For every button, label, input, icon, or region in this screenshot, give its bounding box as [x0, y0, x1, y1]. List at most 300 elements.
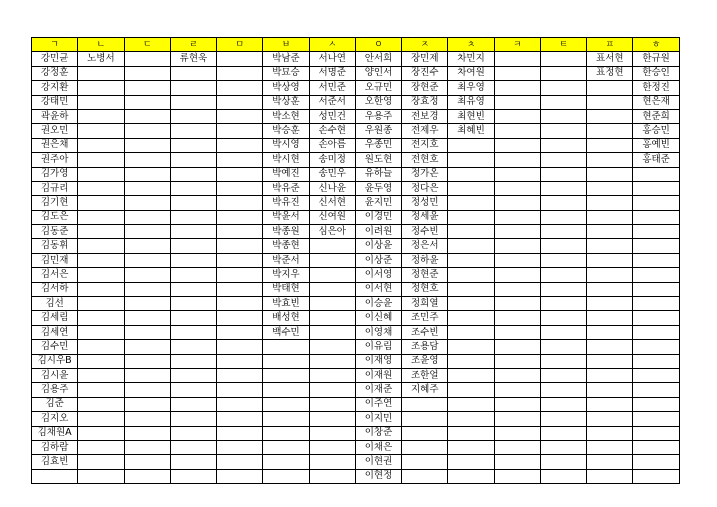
column-header[interactable]: ㄴ — [78, 38, 124, 52]
table-cell[interactable] — [124, 340, 170, 354]
table-cell[interactable] — [217, 455, 263, 469]
table-cell[interactable] — [170, 455, 216, 469]
table-cell[interactable] — [633, 196, 679, 210]
table-cell[interactable] — [217, 426, 263, 440]
table-cell[interactable] — [124, 311, 170, 325]
table-cell[interactable]: 심은아 — [309, 225, 355, 239]
table-cell[interactable]: 박유진 — [263, 196, 309, 210]
table-cell[interactable] — [540, 138, 586, 152]
table-cell[interactable] — [402, 412, 448, 426]
table-cell[interactable] — [633, 210, 679, 224]
table-cell[interactable] — [217, 397, 263, 411]
table-cell[interactable] — [170, 469, 216, 483]
table-cell[interactable] — [587, 225, 633, 239]
table-cell[interactable]: 신여원 — [309, 210, 355, 224]
table-cell[interactable]: 우원종 — [355, 124, 401, 138]
table-cell[interactable] — [217, 297, 263, 311]
table-cell[interactable]: 윤두영 — [355, 181, 401, 195]
table-cell[interactable] — [78, 383, 124, 397]
table-cell[interactable] — [170, 225, 216, 239]
table-cell[interactable] — [78, 368, 124, 382]
table-cell[interactable]: 강민균 — [32, 52, 78, 66]
table-cell[interactable]: 박종원 — [263, 225, 309, 239]
table-cell[interactable]: 장민제 — [402, 52, 448, 66]
table-cell[interactable] — [540, 181, 586, 195]
table-cell[interactable] — [587, 153, 633, 167]
table-cell[interactable] — [170, 426, 216, 440]
table-cell[interactable] — [78, 455, 124, 469]
table-cell[interactable]: 한정진 — [633, 81, 679, 95]
table-cell[interactable] — [494, 440, 540, 454]
table-cell[interactable]: 권오민 — [32, 124, 78, 138]
table-cell[interactable]: 서나연 — [309, 52, 355, 66]
table-cell[interactable] — [124, 95, 170, 109]
table-cell[interactable] — [217, 268, 263, 282]
table-cell[interactable]: 이상준 — [355, 253, 401, 267]
table-cell[interactable]: 표정현 — [587, 66, 633, 80]
table-cell[interactable] — [78, 354, 124, 368]
table-cell[interactable] — [448, 455, 494, 469]
table-cell[interactable] — [217, 167, 263, 181]
table-cell[interactable] — [78, 397, 124, 411]
table-cell[interactable] — [633, 297, 679, 311]
table-cell[interactable] — [78, 181, 124, 195]
table-cell[interactable] — [309, 239, 355, 253]
table-cell[interactable] — [78, 297, 124, 311]
table-cell[interactable] — [217, 282, 263, 296]
table-cell[interactable]: 조한얼 — [402, 368, 448, 382]
table-cell[interactable]: 장효정 — [402, 95, 448, 109]
table-cell[interactable]: 송미정 — [309, 153, 355, 167]
table-cell[interactable]: 현준희 — [633, 109, 679, 123]
table-cell[interactable] — [540, 196, 586, 210]
table-cell[interactable] — [78, 138, 124, 152]
table-cell[interactable] — [309, 282, 355, 296]
table-cell[interactable] — [448, 354, 494, 368]
table-cell[interactable] — [124, 181, 170, 195]
table-cell[interactable] — [540, 95, 586, 109]
table-cell[interactable] — [78, 210, 124, 224]
table-cell[interactable] — [170, 138, 216, 152]
table-cell[interactable] — [217, 181, 263, 195]
table-cell[interactable] — [78, 109, 124, 123]
table-cell[interactable]: 조용담 — [402, 340, 448, 354]
table-cell[interactable] — [540, 81, 586, 95]
table-cell[interactable] — [494, 153, 540, 167]
table-cell[interactable] — [170, 440, 216, 454]
table-cell[interactable] — [494, 167, 540, 181]
table-cell[interactable] — [217, 440, 263, 454]
table-cell[interactable] — [263, 368, 309, 382]
table-cell[interactable]: 김수민 — [32, 340, 78, 354]
table-cell[interactable]: 정가온 — [402, 167, 448, 181]
table-cell[interactable]: 김선 — [32, 297, 78, 311]
table-cell[interactable] — [78, 412, 124, 426]
table-cell[interactable] — [448, 225, 494, 239]
table-cell[interactable] — [217, 354, 263, 368]
table-cell[interactable] — [217, 383, 263, 397]
table-cell[interactable] — [587, 196, 633, 210]
table-cell[interactable]: 최현빈 — [448, 109, 494, 123]
table-cell[interactable]: 정현호 — [402, 282, 448, 296]
table-cell[interactable] — [448, 383, 494, 397]
table-cell[interactable] — [402, 455, 448, 469]
table-cell[interactable] — [124, 440, 170, 454]
table-cell[interactable] — [494, 383, 540, 397]
table-cell[interactable] — [494, 109, 540, 123]
table-cell[interactable] — [309, 397, 355, 411]
table-cell[interactable] — [217, 95, 263, 109]
table-cell[interactable]: 원도현 — [355, 153, 401, 167]
table-cell[interactable] — [494, 52, 540, 66]
table-cell[interactable] — [633, 181, 679, 195]
table-cell[interactable] — [587, 354, 633, 368]
table-cell[interactable]: 김기현 — [32, 196, 78, 210]
table-cell[interactable] — [309, 440, 355, 454]
table-cell[interactable]: 이서현 — [355, 282, 401, 296]
table-cell[interactable] — [587, 311, 633, 325]
table-cell[interactable]: 이서영 — [355, 268, 401, 282]
table-cell[interactable] — [587, 397, 633, 411]
table-cell[interactable] — [448, 412, 494, 426]
table-cell[interactable] — [587, 109, 633, 123]
table-cell[interactable]: 박승훈 — [263, 124, 309, 138]
table-cell[interactable] — [217, 210, 263, 224]
table-cell[interactable] — [587, 383, 633, 397]
table-cell[interactable]: 백수민 — [263, 325, 309, 339]
table-cell[interactable] — [170, 153, 216, 167]
table-cell[interactable] — [78, 225, 124, 239]
table-cell[interactable] — [78, 469, 124, 483]
table-cell[interactable] — [540, 426, 586, 440]
table-cell[interactable] — [633, 282, 679, 296]
table-cell[interactable]: 박묘승 — [263, 66, 309, 80]
table-cell[interactable]: 박상영 — [263, 81, 309, 95]
table-cell[interactable]: 강정훈 — [32, 66, 78, 80]
table-cell[interactable] — [494, 81, 540, 95]
table-cell[interactable] — [124, 138, 170, 152]
table-cell[interactable]: 장진수 — [402, 66, 448, 80]
table-cell[interactable] — [170, 397, 216, 411]
table-cell[interactable] — [124, 412, 170, 426]
table-cell[interactable] — [540, 153, 586, 167]
table-cell[interactable] — [402, 426, 448, 440]
table-cell[interactable] — [633, 440, 679, 454]
table-cell[interactable]: 오한영 — [355, 95, 401, 109]
table-cell[interactable] — [78, 167, 124, 181]
table-cell[interactable]: 홍태준 — [633, 153, 679, 167]
table-cell[interactable] — [124, 455, 170, 469]
table-cell[interactable] — [448, 138, 494, 152]
table-cell[interactable] — [540, 109, 586, 123]
table-cell[interactable]: 김동휘 — [32, 239, 78, 253]
table-cell[interactable]: 김하람 — [32, 440, 78, 454]
table-cell[interactable]: 박태현 — [263, 282, 309, 296]
table-cell[interactable] — [633, 325, 679, 339]
table-cell[interactable]: 전보경 — [402, 109, 448, 123]
table-cell[interactable] — [217, 138, 263, 152]
table-cell[interactable] — [540, 455, 586, 469]
table-cell[interactable] — [587, 426, 633, 440]
table-cell[interactable] — [78, 282, 124, 296]
table-cell[interactable] — [587, 412, 633, 426]
table-cell[interactable] — [587, 368, 633, 382]
table-cell[interactable]: 곽윤하 — [32, 109, 78, 123]
table-cell[interactable]: 최우영 — [448, 81, 494, 95]
table-cell[interactable] — [170, 181, 216, 195]
column-header[interactable]: ㅍ — [587, 38, 633, 52]
table-cell[interactable] — [170, 368, 216, 382]
table-cell[interactable]: 이유림 — [355, 340, 401, 354]
table-cell[interactable] — [633, 354, 679, 368]
table-cell[interactable] — [540, 253, 586, 267]
table-cell[interactable] — [217, 124, 263, 138]
table-cell[interactable]: 이창준 — [355, 426, 401, 440]
table-cell[interactable] — [633, 383, 679, 397]
table-cell[interactable]: 최유영 — [448, 95, 494, 109]
table-cell[interactable] — [540, 52, 586, 66]
table-cell[interactable] — [78, 426, 124, 440]
table-cell[interactable]: 차민지 — [448, 52, 494, 66]
table-cell[interactable] — [494, 210, 540, 224]
table-cell[interactable]: 강지환 — [32, 81, 78, 95]
table-cell[interactable] — [540, 383, 586, 397]
table-cell[interactable] — [494, 311, 540, 325]
table-cell[interactable]: 양인서 — [355, 66, 401, 80]
column-header[interactable]: ㅎ — [633, 38, 679, 52]
table-cell[interactable] — [402, 440, 448, 454]
table-cell[interactable] — [494, 95, 540, 109]
table-cell[interactable] — [587, 124, 633, 138]
table-cell[interactable] — [217, 253, 263, 267]
table-cell[interactable]: 홍예빈 — [633, 138, 679, 152]
table-cell[interactable] — [170, 196, 216, 210]
table-cell[interactable]: 박시현 — [263, 153, 309, 167]
table-cell[interactable] — [309, 354, 355, 368]
table-cell[interactable] — [263, 412, 309, 426]
table-cell[interactable]: 서명준 — [309, 66, 355, 80]
table-cell[interactable] — [170, 340, 216, 354]
table-cell[interactable] — [124, 109, 170, 123]
table-cell[interactable] — [494, 297, 540, 311]
table-cell[interactable] — [540, 469, 586, 483]
table-cell[interactable] — [448, 282, 494, 296]
table-cell[interactable]: 박지우 — [263, 268, 309, 282]
table-cell[interactable]: 박종현 — [263, 239, 309, 253]
table-cell[interactable]: 이재영 — [355, 354, 401, 368]
table-cell[interactable] — [170, 412, 216, 426]
table-cell[interactable]: 김가영 — [32, 167, 78, 181]
table-cell[interactable]: 이지민 — [355, 412, 401, 426]
table-cell[interactable]: 최혜빈 — [448, 124, 494, 138]
table-cell[interactable]: 윤지민 — [355, 196, 401, 210]
table-cell[interactable] — [633, 368, 679, 382]
table-cell[interactable]: 이승윤 — [355, 297, 401, 311]
table-cell[interactable]: 차여원 — [448, 66, 494, 80]
table-cell[interactable] — [78, 239, 124, 253]
table-cell[interactable]: 김서은 — [32, 268, 78, 282]
table-cell[interactable] — [587, 81, 633, 95]
table-cell[interactable] — [217, 66, 263, 80]
table-cell[interactable] — [78, 66, 124, 80]
table-cell[interactable] — [124, 383, 170, 397]
table-cell[interactable] — [124, 210, 170, 224]
table-cell[interactable]: 박시영 — [263, 138, 309, 152]
table-cell[interactable] — [633, 397, 679, 411]
table-cell[interactable]: 정하윤 — [402, 253, 448, 267]
table-cell[interactable]: 김규리 — [32, 181, 78, 195]
table-cell[interactable] — [124, 297, 170, 311]
table-cell[interactable] — [587, 268, 633, 282]
table-cell[interactable] — [124, 153, 170, 167]
table-cell[interactable] — [633, 253, 679, 267]
table-cell[interactable] — [309, 383, 355, 397]
table-cell[interactable] — [217, 311, 263, 325]
table-cell[interactable] — [587, 340, 633, 354]
table-cell[interactable] — [124, 325, 170, 339]
table-cell[interactable] — [448, 340, 494, 354]
table-cell[interactable] — [309, 297, 355, 311]
table-cell[interactable] — [540, 66, 586, 80]
table-cell[interactable] — [587, 325, 633, 339]
table-cell[interactable] — [170, 239, 216, 253]
table-cell[interactable] — [494, 268, 540, 282]
table-cell[interactable] — [587, 297, 633, 311]
table-cell[interactable] — [170, 297, 216, 311]
table-cell[interactable]: 류현욱 — [170, 52, 216, 66]
table-cell[interactable]: 이현정 — [355, 469, 401, 483]
table-cell[interactable]: 조윤영 — [402, 354, 448, 368]
table-cell[interactable]: 김시윤 — [32, 368, 78, 382]
table-cell[interactable]: 이영채 — [355, 325, 401, 339]
table-cell[interactable]: 전지호 — [402, 138, 448, 152]
table-cell[interactable] — [494, 426, 540, 440]
table-cell[interactable]: 이상윤 — [355, 239, 401, 253]
table-cell[interactable] — [170, 210, 216, 224]
table-cell[interactable] — [170, 81, 216, 95]
table-cell[interactable] — [217, 325, 263, 339]
table-cell[interactable] — [263, 469, 309, 483]
table-cell[interactable] — [402, 397, 448, 411]
table-cell[interactable] — [494, 196, 540, 210]
table-cell[interactable]: 김용주 — [32, 383, 78, 397]
table-cell[interactable]: 권주아 — [32, 153, 78, 167]
table-cell[interactable]: 박남준 — [263, 52, 309, 66]
table-cell[interactable] — [170, 66, 216, 80]
table-cell[interactable] — [217, 225, 263, 239]
table-cell[interactable]: 김민재 — [32, 253, 78, 267]
table-cell[interactable] — [633, 225, 679, 239]
table-cell[interactable] — [124, 225, 170, 239]
table-cell[interactable] — [448, 397, 494, 411]
table-cell[interactable] — [170, 311, 216, 325]
table-cell[interactable] — [448, 297, 494, 311]
table-cell[interactable] — [494, 354, 540, 368]
table-cell[interactable] — [124, 81, 170, 95]
table-cell[interactable] — [263, 354, 309, 368]
table-cell[interactable] — [124, 124, 170, 138]
table-cell[interactable] — [217, 340, 263, 354]
table-cell[interactable]: 정현준 — [402, 268, 448, 282]
table-cell[interactable] — [448, 426, 494, 440]
table-cell[interactable] — [124, 167, 170, 181]
table-cell[interactable] — [633, 340, 679, 354]
table-cell[interactable] — [540, 210, 586, 224]
table-cell[interactable] — [448, 440, 494, 454]
column-header[interactable]: ㅋ — [494, 38, 540, 52]
table-cell[interactable] — [124, 52, 170, 66]
table-cell[interactable]: 서준서 — [309, 95, 355, 109]
table-cell[interactable]: 이려원 — [355, 225, 401, 239]
table-cell[interactable] — [32, 469, 78, 483]
table-cell[interactable] — [494, 340, 540, 354]
table-cell[interactable] — [448, 268, 494, 282]
table-cell[interactable]: 이재준 — [355, 383, 401, 397]
table-cell[interactable] — [633, 412, 679, 426]
table-cell[interactable] — [633, 311, 679, 325]
table-cell[interactable] — [170, 109, 216, 123]
column-header[interactable]: ㅅ — [309, 38, 355, 52]
table-cell[interactable]: 박소현 — [263, 109, 309, 123]
table-cell[interactable]: 이채은 — [355, 440, 401, 454]
table-cell[interactable] — [540, 412, 586, 426]
table-cell[interactable] — [540, 368, 586, 382]
table-cell[interactable] — [309, 253, 355, 267]
table-cell[interactable]: 정성민 — [402, 196, 448, 210]
table-cell[interactable] — [217, 368, 263, 382]
table-cell[interactable] — [633, 239, 679, 253]
table-cell[interactable]: 박유준 — [263, 181, 309, 195]
column-header[interactable]: ㅇ — [355, 38, 401, 52]
table-cell[interactable] — [540, 239, 586, 253]
table-cell[interactable] — [78, 196, 124, 210]
table-cell[interactable] — [170, 95, 216, 109]
table-cell[interactable] — [587, 282, 633, 296]
table-cell[interactable] — [78, 311, 124, 325]
table-cell[interactable] — [124, 469, 170, 483]
table-cell[interactable] — [217, 469, 263, 483]
table-cell[interactable] — [263, 455, 309, 469]
table-cell[interactable]: 안서희 — [355, 52, 401, 66]
table-cell[interactable] — [78, 268, 124, 282]
table-cell[interactable]: 전현호 — [402, 153, 448, 167]
table-cell[interactable] — [170, 325, 216, 339]
table-cell[interactable] — [448, 153, 494, 167]
table-cell[interactable] — [633, 167, 679, 181]
table-cell[interactable] — [494, 124, 540, 138]
table-cell[interactable] — [170, 383, 216, 397]
table-cell[interactable]: 박효빈 — [263, 297, 309, 311]
table-cell[interactable] — [494, 239, 540, 253]
table-cell[interactable] — [124, 354, 170, 368]
table-cell[interactable]: 정수빈 — [402, 225, 448, 239]
table-cell[interactable] — [587, 253, 633, 267]
table-cell[interactable]: 김채원A — [32, 426, 78, 440]
table-cell[interactable]: 신나윤 — [309, 181, 355, 195]
table-cell[interactable] — [494, 181, 540, 195]
column-header[interactable]: ㄷ — [124, 38, 170, 52]
table-cell[interactable] — [170, 282, 216, 296]
column-header[interactable]: ㅈ — [402, 38, 448, 52]
table-cell[interactable] — [494, 253, 540, 267]
table-cell[interactable] — [309, 469, 355, 483]
table-cell[interactable]: 박윤서 — [263, 210, 309, 224]
table-cell[interactable]: 성민건 — [309, 109, 355, 123]
table-cell[interactable]: 이현권 — [355, 455, 401, 469]
table-cell[interactable]: 김준 — [32, 397, 78, 411]
table-cell[interactable]: 이경민 — [355, 210, 401, 224]
table-cell[interactable] — [540, 440, 586, 454]
